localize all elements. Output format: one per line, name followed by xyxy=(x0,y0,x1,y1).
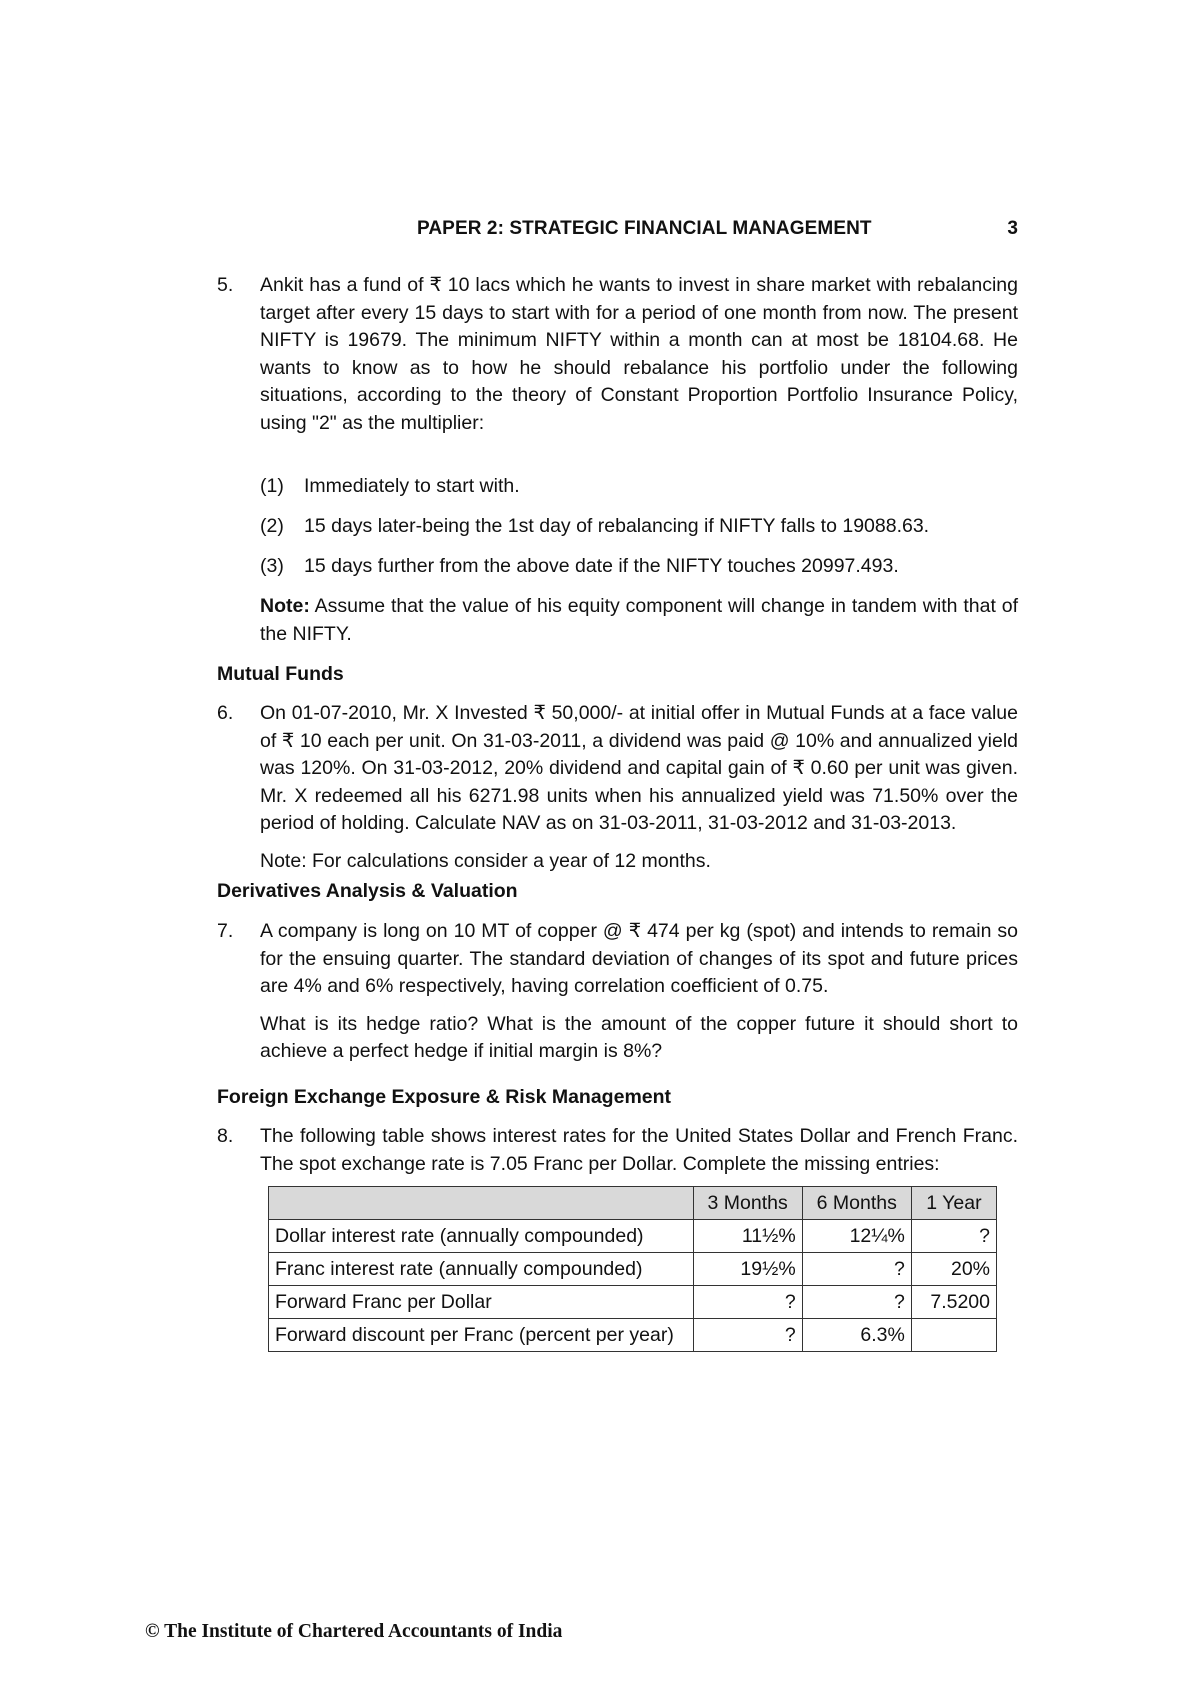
list-item xyxy=(260,473,1018,500)
list-item-number: (3) xyxy=(260,555,284,577)
table-header-cell: 3 Months xyxy=(693,1187,802,1220)
table-cell: 7.5200 xyxy=(911,1286,996,1319)
question-text-2: What is its hedge ratio? What is the amount of the copper future it should short to achieve a perfect hedge if initial margin is 8%? xyxy=(260,1012,1018,1062)
copyright-footer: © The Institute of Chartered Accountants of India xyxy=(145,1621,563,1642)
page-number: 3 xyxy=(1007,218,1018,239)
question-5-note xyxy=(217,593,1018,648)
question-text: On 01-07-2010, Mr. X Invested ₹ 50,000/- at initial offer in Mutual Funds at a face value of ₹ 10 each per unit. On 31-03-2011, a dividend was paid @ 10% and annualized yield was 120%. On 31-03-2012, 20% dividend and capital gain of ₹ 0.60 per unit was given. Mr. X redeemed all his 6271.98 units when his annualized yield was 71.50% over the period of holding. Calculate NAV as on 31-03-2011, 31-03-2012 and 31-03-2013. xyxy=(260,702,1018,834)
table-row xyxy=(269,1220,997,1253)
table-cell: 6.3% xyxy=(802,1319,911,1352)
table-cell: Dollar interest rate (annually compounded) xyxy=(269,1220,694,1253)
list-item-number: (2) xyxy=(260,515,284,537)
list-item-number: (1) xyxy=(260,475,284,497)
table-row xyxy=(269,1286,997,1319)
table-cell: ? xyxy=(693,1286,802,1319)
question-number: 5. xyxy=(217,274,234,296)
table-cell: 19½% xyxy=(693,1253,802,1286)
question-number: 7. xyxy=(217,920,234,942)
list-item-text: Immediately to start with. xyxy=(304,475,520,497)
list-item xyxy=(260,553,1018,580)
note-text: Assume that the value of his equity component will change in tandem with that of the NIFTY. xyxy=(260,595,1018,645)
table-cell: 20% xyxy=(911,1253,996,1286)
question-6 xyxy=(217,700,1018,875)
paper-title: PAPER 2: STRATEGIC FINANCIAL MANAGEMENT xyxy=(417,218,872,239)
table-cell: Forward Franc per Dollar xyxy=(269,1286,694,1319)
question-text: Ankit has a fund of ₹ 10 lacs which he wants to invest in share market with rebalancing target after every 15 days to start with for a period of one month from now. The present NIFTY is 19679. The minimum NIFTY within a month can at most be 18104.68. He wants to know as to how he should rebalance his portfolio under the following situations, according to the theory of Constant Proportion Portfolio Insurance Policy, using "2" as the multiplier: xyxy=(260,274,1018,434)
table-row xyxy=(269,1319,997,1352)
question-5 xyxy=(217,272,1018,437)
question-note: Note: For calculations consider a year of 12 months. xyxy=(260,849,711,872)
table-cell: Forward discount per Franc (percent per year) xyxy=(269,1319,694,1352)
table-cell: ? xyxy=(802,1253,911,1286)
question-number: 8. xyxy=(217,1125,234,1147)
note-label: Note: xyxy=(260,595,310,617)
section-heading-forex: Foreign Exchange Exposure & Risk Management xyxy=(217,1086,672,1108)
table-row xyxy=(269,1253,997,1286)
table-cell: ? xyxy=(693,1319,802,1352)
page-header xyxy=(217,218,1018,246)
table-header-cell: 6 Months xyxy=(802,1187,911,1220)
question-text: The following table shows interest rates for the United States Dollar and French Franc. The spot exchange rate is 7.05 Franc per Dollar. Complete the missing entries: xyxy=(260,1125,1018,1175)
table-cell xyxy=(911,1319,996,1352)
table-cell: ? xyxy=(802,1286,911,1319)
list-item xyxy=(260,513,1018,540)
question-number: 6. xyxy=(217,702,234,724)
table-header-cell: 1 Year xyxy=(911,1187,996,1220)
list-item-text: 15 days further from the above date if the NIFTY touches 20997.493. xyxy=(304,555,899,577)
interest-rate-table xyxy=(268,1186,997,1352)
section-heading-mutual-funds: Mutual Funds xyxy=(217,663,344,685)
table-header-row xyxy=(269,1187,997,1220)
list-item-text: 15 days later-being the 1st day of rebalancing if NIFTY falls to 19088.63. xyxy=(304,515,930,537)
section-heading-derivatives: Derivatives Analysis & Valuation xyxy=(217,880,518,902)
question-7 xyxy=(217,918,1018,1066)
table-cell: Franc interest rate (annually compounded) xyxy=(269,1253,694,1286)
table-cell: ? xyxy=(911,1220,996,1253)
table-header-cell xyxy=(269,1187,694,1220)
table-cell: 12¼% xyxy=(802,1220,911,1253)
question-8 xyxy=(217,1123,1018,1178)
table-cell: 11½% xyxy=(693,1220,802,1253)
question-text: A company is long on 10 MT of copper @ ₹ 474 per kg (spot) and intends to remain so for the ensuing quarter. The standard deviation of changes of its spot and future prices are 4% and 6% respectively, having correlation coefficient of 0.75. xyxy=(260,920,1018,997)
